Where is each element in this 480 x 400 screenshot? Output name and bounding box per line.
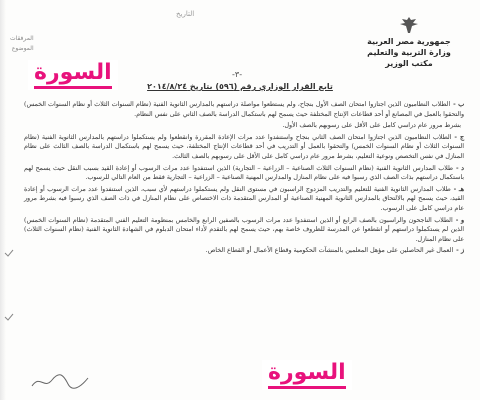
margin-mark	[4, 248, 14, 261]
watermark-bottom	[262, 360, 352, 390]
header-country: جمهورية مصر العربية	[367, 37, 451, 46]
paragraph-b	[24, 100, 464, 119]
paragraph-marker: ب -	[453, 101, 464, 108]
paragraph-marker: ج -	[454, 133, 465, 141]
paragraph-e	[24, 185, 464, 214]
paragraph-marker: و -	[455, 216, 464, 224]
scan-edge	[0, 0, 6, 400]
watermark-text: السورة	[268, 360, 346, 385]
paragraph-marker: د -	[455, 164, 464, 172]
document-body	[24, 100, 464, 258]
paragraph-d	[24, 164, 464, 183]
paragraph-text: بشرط مرور عام دراسي كامل على الأقل على رسوبهم بالصف الأول.	[282, 122, 461, 130]
margin-mark	[4, 312, 14, 325]
watermark-text: السورة	[34, 60, 112, 85]
signature-icon	[30, 372, 90, 392]
header-ministry: وزارة التربية والتعليم	[367, 48, 451, 57]
paragraph-c	[24, 133, 464, 162]
margin-tick-icon	[4, 248, 14, 258]
paragraph-f	[24, 216, 464, 245]
eagle-emblem-icon	[398, 16, 420, 34]
paragraph-text: العمال غير الحاصلين على مؤهل المعلمين بالمنشآت الحكومية وقطاع الأعمال أو القطاع الخاص.	[205, 247, 454, 255]
left-labels	[10, 34, 34, 54]
date-label: التاريخ	[176, 10, 195, 18]
paragraph-text: الطلاب النظاميون الذين اجتازوا امتحان الصف الأول بنجاح، ولم يستطعوا مواصلة دراستهم بالمدارس الثانوية الفنية (نظام السنوات الثلاث أو نظام السنوات الخمس) والتحقوا بالعمل في المصانع أو أحد قطاعات الإنتاج المختلفة حيث يسمح لهم باستكمال الدراسة بالصف الثاني على نفس النظام.	[24, 101, 464, 118]
watermark-top	[28, 60, 118, 90]
header-office: مكتب الوزير	[385, 59, 433, 68]
paragraph-text: الطلاب الناجحون والراسبون بالصف الرابع أو الذين استنفدوا عدد مرات الرسوب بالصفين الرابع والخامس بمنظومة التعليم الفني المتقدمة (نظام السنوات الخمس) الذين لم يستكملوا دراستهم أو انقطعوا عن المدرسة للظروف خاصة بهم، حيث يسمح لهم بالتقدم لأداء امتحان الدبلوم في الشهادة الثانوية الفنية (نظام السنوات الثلاث) على نظام المنازل.	[24, 216, 464, 243]
paragraph-marker: ز -	[456, 247, 464, 255]
watermark-underline	[268, 386, 346, 389]
document-subject: تابع القرار الوزاري رقم (٥٩٦) بتاريخ ٢٠١٤/٨/٢٤	[147, 82, 333, 91]
paragraph-text: طلاب المدارس الثانوية الفنية (نظام السنوات الثلاث الصناعية – الزراعية – التجارية) الذين استنفدوا عدد مرات الرسوب أو إعادة القيد بسبب النقل حيث يسمح لهم باستكمال دراستهم بذات الصف الذي رسبوا فيه على نظام المنازل والمدارس المهنية الصناعية – الزراعية – التجارية فقط من العام التالي للرسوب.	[24, 164, 464, 182]
paragraph-b-condition	[24, 121, 464, 131]
paragraph-text: طلاب المدارس الثانوية الفنية للتعليم والتدريب المزدوج الراسبون في مستوى النقل ولم يستكملوا دراستهم لأي سبب، الذين استنفدوا عدد مرات الرسوب أو إعادة القيد، حيث يسمح لهم بالالتحاق بالمدارس الثانوية المهنية الصناعية أو المدارس المتقدمة ذات الاختصاص على نظام المنازل في ذات الصف الذي رسبوا فيه بشرط مرور عام دراسي كامل على الرسوب.	[24, 185, 464, 212]
attachments-label: المرفقات	[10, 35, 34, 42]
paragraph-text: الطلاب النظاميون الذين اجتازوا امتحان الصف الثاني بنجاح واستنفدوا عدد مرات الإعادة المقررة وانقطعوا ولم يستكملوا دراستهم بالمدارس الثانوية الفنية (نظام السنوات الثلاث أو نظام السنوات الخمس) والتحقوا بالعمل أو التدريب في أحد قطاعات الإنتاج المختلفة، حيث يسمح لهم باستكمال الدراسة بالصف الثالث على نظام المنازل في نفس التخصص ونوعية التعليم، بشرط مرور عام دراسي كامل على الأقل على رسوبهم بالصف الثالث.	[24, 133, 464, 160]
margin-tick-icon	[4, 312, 14, 322]
page-number: -٣-	[232, 70, 243, 79]
paragraph-marker: هـ -	[453, 185, 464, 193]
subject-label: الموضوع	[11, 45, 34, 52]
watermark-underline	[34, 86, 112, 89]
ministry-header	[354, 16, 464, 69]
paragraph-g	[24, 246, 464, 256]
